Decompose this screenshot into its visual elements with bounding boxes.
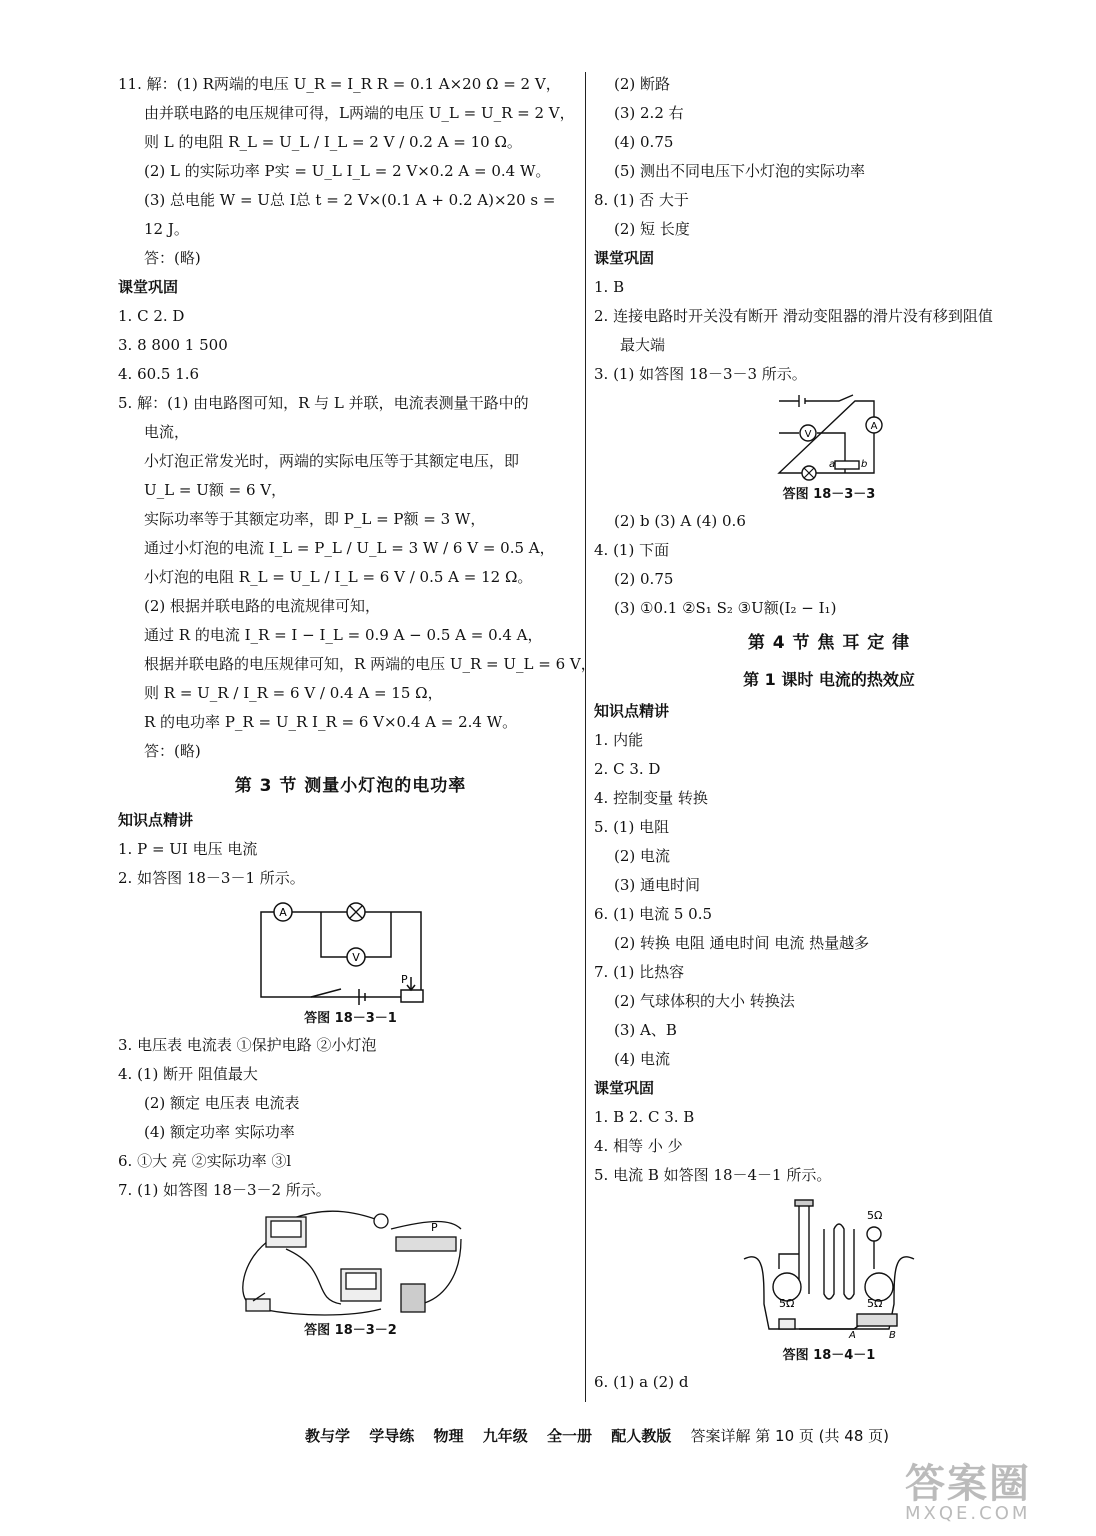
text-line: 2. 连接电路时开关没有断开 滑动变阻器的滑片没有移到阻值 bbox=[594, 307, 993, 325]
text-line: 5. 解：(1) 由电路图可知，R 与 L 并联，电流表测量干路中的 bbox=[118, 394, 529, 412]
apparatus-figure-18-3-2 bbox=[231, 1209, 471, 1319]
text-line: (3) ①0.1 ②S₁ S₂ ③U额(I₂ − I₁) bbox=[614, 599, 837, 617]
heading-ketang: 课堂巩固 bbox=[594, 249, 655, 267]
text-line: 1. B bbox=[594, 278, 625, 296]
resistor-label: 5Ω bbox=[779, 1297, 795, 1310]
text-line: 由并联电路的电压规律可得，L两端的电压 U_L = U_R = 2 V， bbox=[144, 104, 575, 122]
text-line: (2) 根据并联电路的电流规律可知， bbox=[144, 597, 381, 615]
answer-5 bbox=[118, 389, 596, 766]
text-line: (2) 短 长度 bbox=[614, 220, 690, 238]
text-line: 4. 相等 小 少 bbox=[594, 1137, 683, 1155]
text-line: (5) 测出不同电压下小灯泡的实际功率 bbox=[614, 162, 866, 180]
bulb-icon bbox=[374, 1214, 388, 1228]
text-line: (2) 0.75 bbox=[614, 570, 674, 588]
point-b-label: b bbox=[861, 459, 868, 470]
ammeter-label: A bbox=[870, 421, 878, 432]
point-a-label: a bbox=[829, 459, 836, 470]
lesson-1-title: 第 1 课时 电流的热效应 bbox=[743, 670, 915, 689]
text-line: 6. (1) a (2) d bbox=[594, 1373, 689, 1391]
page-number: 答案详解 第 10 页 (共 48 页) bbox=[690, 1427, 889, 1445]
slider-label: P bbox=[430, 1221, 438, 1234]
text-line: 通过 R 的电流 I_R = I − I_L = 0.9 A − 0.5 A = 0.4 A， bbox=[144, 626, 543, 644]
text-line: (2) 气球体积的大小 转换法 bbox=[614, 992, 795, 1010]
figure-caption: 答图 18－4－1 bbox=[782, 1348, 876, 1363]
watermark-en: MXQE.COM bbox=[905, 1503, 1031, 1524]
text-line: (4) 电流 bbox=[614, 1050, 671, 1068]
text-line: 答：(略) bbox=[144, 249, 201, 267]
voltmeter-label: V bbox=[804, 429, 812, 440]
text-line: 3. 8 800 1 500 bbox=[118, 336, 228, 354]
text-line: 6. ①大 亮 ②实际功率 ③l bbox=[118, 1152, 292, 1170]
text-line: 通过小灯泡的电流 I_L = P_L / U_L = 3 W / 6 V = 0.5 A， bbox=[144, 539, 555, 557]
text-line: 2. C 3. D bbox=[594, 760, 661, 778]
text-line: (2) 断路 bbox=[614, 75, 671, 93]
text-line: 7. (1) 如答图 18－3－2 所示。 bbox=[118, 1181, 331, 1199]
left-column bbox=[118, 70, 596, 1343]
footer-item: 九年级 bbox=[482, 1427, 528, 1445]
text-line: 5. 电流 B 如答图 18－4－1 所示。 bbox=[594, 1166, 832, 1184]
text-line: (3) 2.2 右 bbox=[614, 104, 684, 122]
text-line: (3) 总电能 W = U总 I总 t = 2 V×(0.1 A + 0.2 A)×20 s = bbox=[144, 191, 556, 209]
text-line: (2) 额定 电压表 电流表 bbox=[144, 1094, 300, 1112]
page-footer bbox=[305, 1425, 903, 1446]
heading-zhishi: 知识点精讲 bbox=[594, 702, 670, 720]
text-line: (3) 通电时间 bbox=[614, 876, 701, 894]
text-line: 根据并联电路的电压规律可知，R 两端的电压 U_R = U_L = 6 V， bbox=[144, 655, 596, 673]
text-line: 小灯泡正常发光时，两端的实际电压等于其额定电压，即 bbox=[144, 452, 520, 470]
text-line: 3. 电压表 电流表 ①保护电路 ②小灯泡 bbox=[118, 1036, 377, 1054]
text-line: 4. 控制变量 转换 bbox=[594, 789, 708, 807]
balloon-icon bbox=[867, 1227, 881, 1241]
text-line: 11. 解：(1) R两端的电压 U_R = I_R R = 0.1 A×20 Ω = 2 V， bbox=[118, 75, 561, 93]
text-line: (3) A、B bbox=[614, 1021, 677, 1039]
heading-ketang: 课堂巩固 bbox=[118, 278, 179, 296]
column-divider bbox=[585, 72, 586, 1402]
text-line: 1. 内能 bbox=[594, 731, 644, 749]
heading-ketang: 课堂巩固 bbox=[594, 1079, 655, 1097]
text-line: (2) 电流 bbox=[614, 847, 671, 865]
text-line: 3. (1) 如答图 18－3－3 所示。 bbox=[594, 365, 807, 383]
figure-caption: 答图 18－3－3 bbox=[782, 487, 876, 502]
apparatus-figure-18-4-1 bbox=[739, 1194, 919, 1344]
ammeter-label: A bbox=[278, 906, 287, 919]
text-line: (4) 0.75 bbox=[614, 133, 674, 151]
text-line: 则 R = U_R / I_R = 6 V / 0.4 A = 15 Ω， bbox=[144, 684, 443, 702]
text-line: 则 L 的电阻 R_L = U_L / I_L = 2 V / 0.2 A = 10 Ω。 bbox=[144, 133, 522, 151]
watermark-logo bbox=[905, 1452, 1085, 1532]
text-line: 1. B 2. C 3. B bbox=[594, 1108, 695, 1126]
resistor-label: 5Ω bbox=[867, 1209, 883, 1222]
footer-item: 学导练 bbox=[369, 1427, 415, 1445]
text-line: (2) L 的实际功率 P实 = U_L I_L = 2 V×0.2 A = 0.4 W。 bbox=[144, 162, 551, 180]
watermark-cn: 答案圈 bbox=[905, 1461, 1031, 1507]
section-4-title: 第 4 节 焦 耳 定 律 bbox=[747, 633, 911, 653]
footer-item: 全一册 bbox=[547, 1427, 593, 1445]
text-line: U_L = U额 = 6 V， bbox=[144, 481, 287, 499]
resistor-label: 5Ω bbox=[867, 1297, 883, 1310]
right-column bbox=[594, 70, 1064, 1397]
figure-caption: 答图 18－3－1 bbox=[304, 1011, 397, 1026]
text-line: (2) b (3) A (4) 0.6 bbox=[614, 512, 746, 530]
text-line: 4. (1) 下面 bbox=[594, 541, 670, 559]
footer-item: 物理 bbox=[433, 1427, 464, 1445]
text-line: 1. P = UI 电压 电流 bbox=[118, 840, 258, 858]
text-line: 4. (1) 断开 阻值最大 bbox=[118, 1065, 258, 1083]
terminal-a-label: A bbox=[849, 1330, 856, 1341]
slider-label: P bbox=[400, 973, 408, 986]
heading-zhishi: 知识点精讲 bbox=[118, 811, 194, 829]
circuit-figure-18-3-1 bbox=[251, 897, 451, 1007]
text-line: 电流， bbox=[144, 423, 190, 441]
text-line: 1. C 2. D bbox=[118, 307, 185, 325]
text-line: 7. (1) 比热容 bbox=[594, 963, 685, 981]
text-line: 2. 如答图 18－3－1 所示。 bbox=[118, 869, 305, 887]
text-line: 12 J。 bbox=[144, 220, 189, 238]
text-line: 小灯泡的电阻 R_L = U_L / I_L = 6 V / 0.5 A = 12 Ω。 bbox=[144, 568, 533, 586]
text-line: 5. (1) 电阻 bbox=[594, 818, 670, 836]
text-line: 6. (1) 电流 5 0.5 bbox=[594, 905, 713, 923]
text-line: 最大端 bbox=[620, 336, 666, 354]
terminal-b-label: B bbox=[889, 1330, 896, 1341]
text-line: 4. 60.5 1.6 bbox=[118, 365, 200, 383]
text-line: 8. (1) 否 大于 bbox=[594, 191, 689, 209]
circuit-figure-18-3-3 bbox=[769, 393, 889, 483]
footer-item: 配人教版 bbox=[611, 1427, 672, 1445]
footer-item: 教与学 bbox=[305, 1427, 351, 1445]
text-line: (4) 额定功率 实际功率 bbox=[144, 1123, 295, 1141]
answer-11 bbox=[118, 70, 583, 273]
voltmeter-label: V bbox=[351, 951, 360, 964]
text-line: R 的电功率 P_R = U_R I_R = 6 V×0.4 A = 2.4 W。 bbox=[144, 713, 518, 731]
text-line: (2) 转换 电阻 通电时间 电流 热量越多 bbox=[614, 934, 870, 952]
section-3-title: 第 3 节 测量小灯泡的电功率 bbox=[234, 776, 467, 796]
text-line: 实际功率等于其额定功率，即 P_L = P额 = 3 W， bbox=[144, 510, 486, 528]
text-line: 答：(略) bbox=[144, 742, 201, 760]
figure-caption: 答图 18－3－2 bbox=[304, 1323, 397, 1338]
